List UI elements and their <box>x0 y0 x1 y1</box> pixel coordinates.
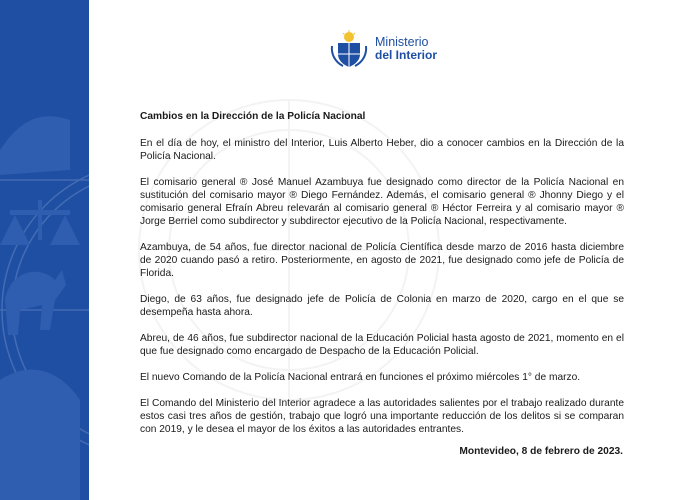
ministry-name <box>375 36 437 62</box>
paragraph-5: Abreu, de 46 años, fue subdirector nacional de la Educación Policial hasta agosto de 2021, momento en el que fue designado como encargado de Despacho de la Educación Policial. <box>140 333 624 357</box>
paragraph-3: Azambuya, de 54 años, fue director nacional de Policía Científica desde marzo de 2016 hasta diciembre de 2020 cuando pasó a retiro. Posteriormente, en agosto de 2021, fue designado como jefe de Policía de Florida. <box>140 242 624 279</box>
logo-line-del-interior: del Interior <box>375 48 438 62</box>
paragraph-6: El nuevo Comando de la Policía Nacional entrará en funciones el próximo miércoles 1° de marzo. <box>140 372 581 383</box>
blue-sidebar-band <box>0 0 89 500</box>
uruguay-coat-of-arms-icon <box>329 30 369 68</box>
ministry-logo <box>329 30 437 68</box>
paragraph-2: El comisario general ® José Manuel Azambuya fue designado como director de la Policía Nacional en sustitución del comisario mayor ® Diego Fernández. Además, el comisario general ® Jhonny Diego y el comisario general Efraín Abreu relevarán al comisario general ® Héctor Ferreira y al comisario mayor ® Jorge Berriel como subdirector y subdirector ejecutivo de la Policía Nacional, respectivamente. <box>140 177 624 227</box>
place-and-date: Montevideo, 8 de febrero de 2023. <box>459 446 623 457</box>
document-title: Cambios en la Dirección de la Policía Nacional <box>140 111 366 122</box>
paragraph-4: Diego, de 63 años, fue designado jefe de Policía de Colonia en marzo de 2020, cargo en el que se desempeña hasta ahora. <box>140 294 624 318</box>
paragraph-7: El Comando del Ministerio del Interior agradece a las autoridades salientes por el trabajo realizado durante estos casi tres años de gestión, trabajo que logró una importante reducción de los delitos si se comparan con 2019, y le desea el mayor de los éxitos a las autoridades entrantes. <box>140 398 624 435</box>
paragraph-1: En el día de hoy, el ministro del Interior, Luis Alberto Heber, dio a conocer cambios en la Dirección de la Policía Nacional. <box>140 138 624 162</box>
coat-of-arms-watermark-icon <box>0 0 89 500</box>
logo-line-ministerio: Ministerio <box>375 35 429 49</box>
press-release-body <box>140 110 624 449</box>
